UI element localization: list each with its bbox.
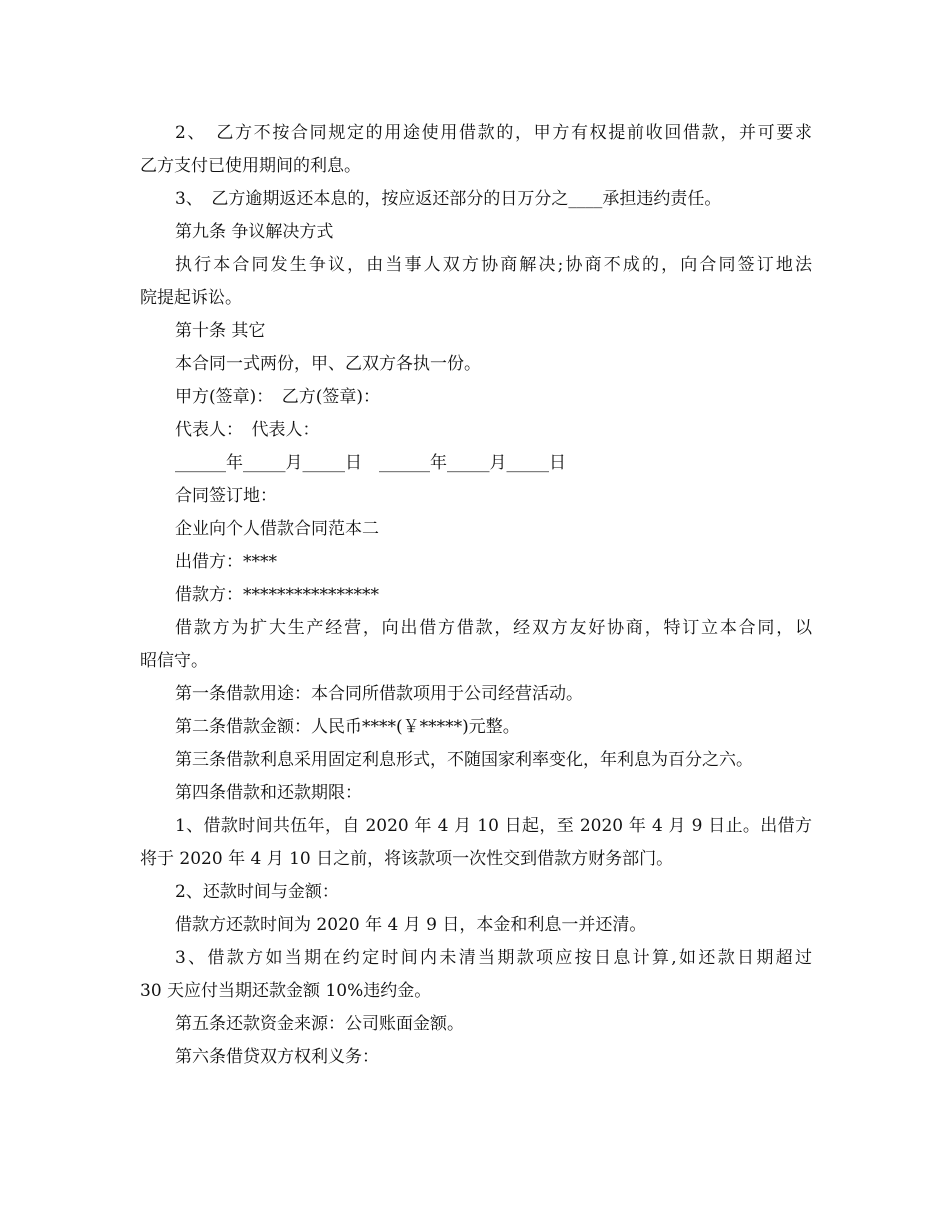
clause-9-text-line-1: 执行本合同发生争议，由当事人双方协商解决;协商不成的，向合同签订地法 xyxy=(175,255,812,275)
borrower-field: 借款方：**************** xyxy=(175,585,379,605)
clause-8-item-3: 3、 乙方逾期返还本息的，按应返还部分的日万分之____承担违约责任。 xyxy=(175,189,722,209)
article-4-item-1-line-2: 将于 2020 年 4 月 10 日之前，将该款项一次性交到借款方财务部门。 xyxy=(140,849,674,869)
article-4-heading: 第四条借款和还款期限： xyxy=(175,783,362,803)
signature-dates: ______年_____月_____日 ______年_____月_____日 xyxy=(175,453,566,473)
clause-8-item-2-line-2: 乙方支付已使用期间的利息。 xyxy=(140,156,361,176)
lender-field: 出借方：**** xyxy=(175,552,277,572)
article-4-item-3-line-1: 3、借款方如当期在约定时间内未清当期款项应按日息计算,如还款日期超过 xyxy=(175,948,812,968)
signature-representatives: 代表人： 代表人： xyxy=(175,420,320,440)
article-3-interest: 第三条借款利息采用固定利息形式，不随国家利率变化，年利息为百分之六。 xyxy=(175,750,753,770)
clause-10-text: 本合同一式两份，甲、乙双方各执一份。 xyxy=(175,354,481,374)
article-5-source: 第五条还款资金来源：公司账面金额。 xyxy=(175,1014,464,1034)
clause-9-text-line-2: 院提起诉讼。 xyxy=(140,288,242,308)
template-2-title: 企业向个人借款合同范本二 xyxy=(175,519,379,539)
clause-10-heading: 第十条 其它 xyxy=(175,321,266,341)
signing-location: 合同签订地： xyxy=(175,486,277,506)
article-4-item-2-heading: 2、还款时间与金额： xyxy=(175,882,339,902)
article-2-amount: 第二条借款金额：人民币****(￥*****)元整。 xyxy=(175,717,520,737)
signature-parties: 甲方(签章)： 乙方(签章)： xyxy=(175,387,381,407)
preamble-line-2: 昭信守。 xyxy=(140,651,208,671)
document-body xyxy=(140,117,812,1074)
preamble-line-1: 借款方为扩大生产经营，向出借方借款，经双方友好协商，特订立本合同，以 xyxy=(175,618,812,638)
article-4-item-3-line-2: 30 天应付当期还款金额 10%违约金。 xyxy=(140,981,432,1001)
article-4-item-2-text: 借款方还款时间为 2020 年 4 月 9 日，本金和利息一并还清。 xyxy=(175,915,647,935)
clause-8-item-2-line-1: 2、 乙方不按合同规定的用途使用借款的，甲方有权提前收回借款，并可要求 xyxy=(175,123,812,143)
article-6-heading: 第六条借贷双方权利义务： xyxy=(175,1047,379,1067)
article-1-purpose: 第一条借款用途：本合同所借款项用于公司经营活动。 xyxy=(175,684,583,704)
clause-9-heading: 第九条 争议解决方式 xyxy=(175,222,334,242)
article-4-item-1-line-1: 1、借款时间共伍年，自 2020 年 4 月 10 日起，至 2020 年 4 月 9 日止。出借方 xyxy=(175,816,812,836)
